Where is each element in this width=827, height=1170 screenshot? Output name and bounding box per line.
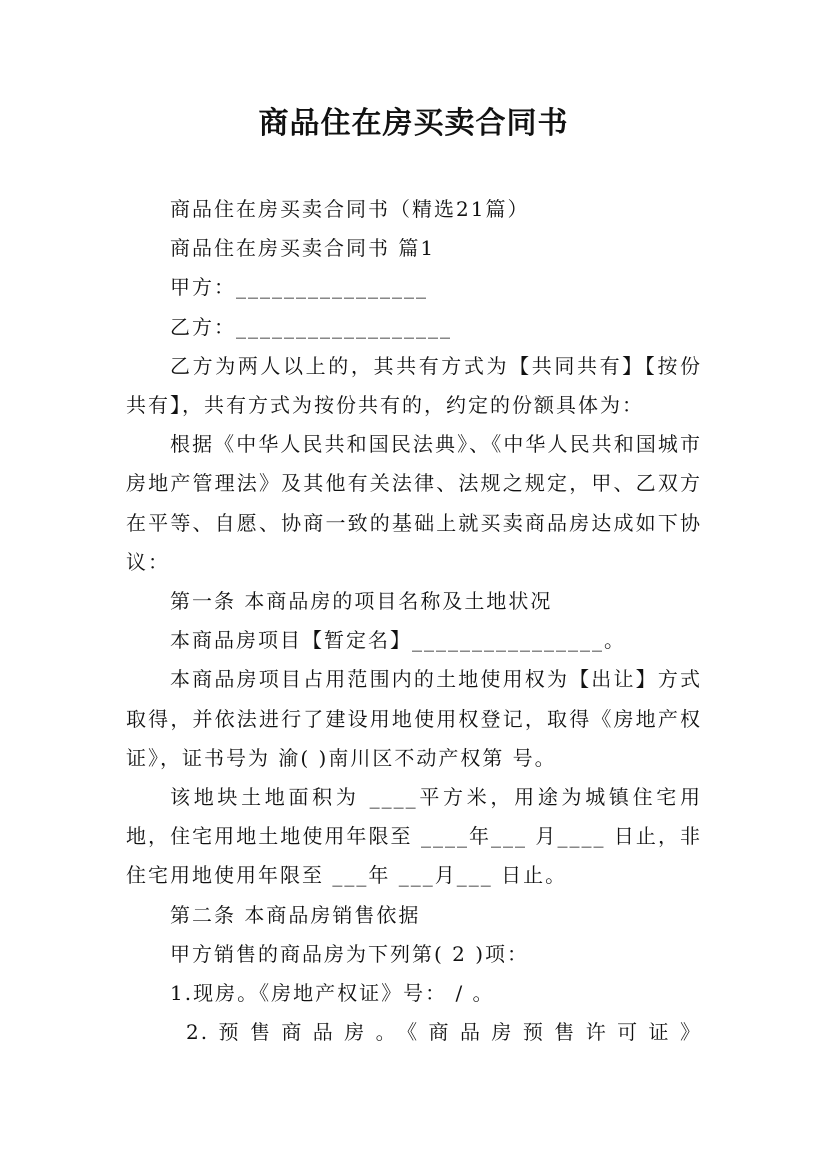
sale-item-paragraph: 甲方销售的商品房为下列第( 2 )项： (170, 941, 530, 966)
land-area-paragraph: 该地块土地面积为 ____平方米，用途为城镇住宅用地，住宅用地土地使用年限至 ____年___ 月____ 日止，非住宅用地使用年限至 ___年 ___月___ 日止。 (126, 785, 702, 888)
presale-house-item: 2.预售商品房。《商品房预售许可证》 (186, 1020, 702, 1045)
legal-basis-paragraph: 根据《中华人民共和国民法典》、《中华人民共和国城市房地产管理法》及其他有关法律、法规之规定，甲、乙双方在平等、自愿、协商一致的基础上就买卖商品房达成如下协议： (126, 432, 702, 574)
document-body (126, 190, 702, 1052)
land-use-right-paragraph: 本商品房项目占用范围内的土地使用权为【出让】方式取得，并依法进行了建设用地使用权登记，取得《房地产权证》，证书号为 渝( )南川区不动产权第 号。 (126, 667, 702, 770)
article-one-heading: 第一条 本商品房的项目名称及土地状况 (170, 589, 553, 614)
section-heading: 商品住在房买卖合同书 篇1 (170, 236, 436, 261)
document-title: 商品住在房买卖合同书 (258, 106, 569, 141)
party-a-line: 甲方：________________ (170, 275, 428, 300)
party-b-line: 乙方：__________________ (170, 314, 452, 339)
existing-house-item: 1.现房。《房地产权证》号： / 。 (170, 981, 495, 1006)
article-two-heading: 第二条 本商品房销售依据 (170, 902, 421, 927)
ownership-paragraph: 乙方为两人以上的，其共有方式为【共同共有】【按份共有】，共有方式为按份共有的，约定的份额具体为： (126, 353, 702, 418)
project-name-paragraph: 本商品房项目【暂定名】________________。 (170, 628, 626, 653)
subtitle-paragraph: 商品住在房买卖合同书（精选21篇） (170, 197, 530, 221)
